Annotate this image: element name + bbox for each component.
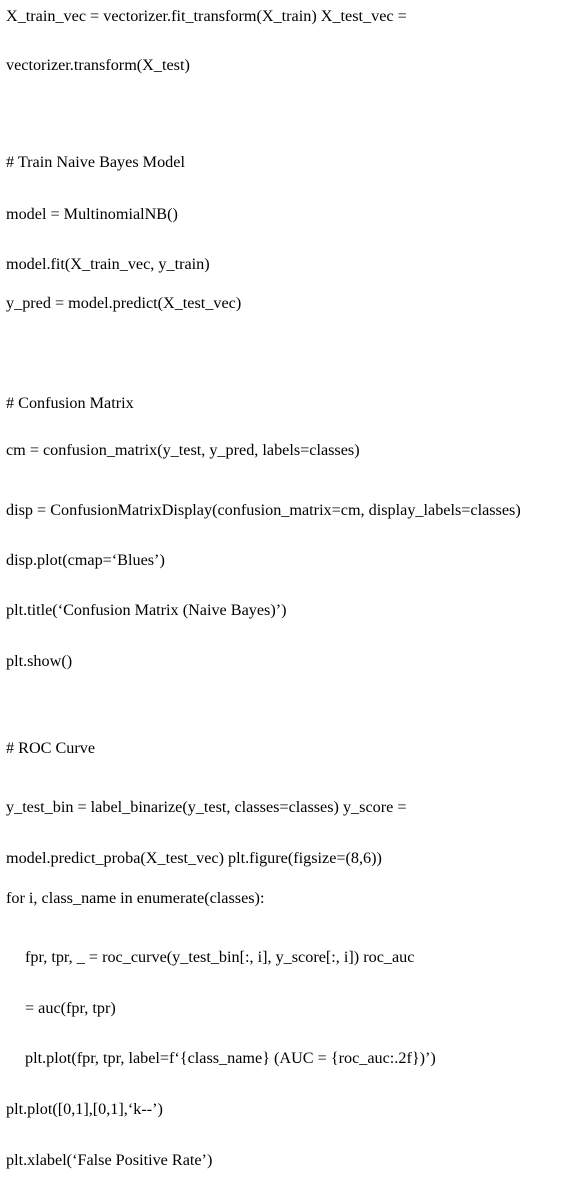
- code-line: cm = confusion_matrix(y_test, y_pred, labels=classes): [6, 441, 360, 459]
- code-line: disp = ConfusionMatrixDisplay(confusion_matrix=cm, display_labels=classes): [6, 501, 521, 519]
- code-line: plt.plot([0,1],[0,1],‘k--’): [6, 1100, 163, 1118]
- code-line-indented: plt.plot(fpr, tpr, label=f‘{class_name} (AUC = {roc_auc:.2f})’): [25, 1049, 436, 1067]
- code-line: plt.xlabel(‘False Positive Rate’): [6, 1151, 213, 1169]
- code-line: plt.show(): [6, 652, 73, 670]
- code-line: model.fit(X_train_vec, y_train): [6, 255, 210, 273]
- code-line-indented: = auc(fpr, tpr): [25, 999, 116, 1017]
- comment-line: # Train Naive Bayes Model: [6, 153, 185, 171]
- code-line: X_train_vec = vectorizer.fit_transform(X_train) X_test_vec =: [6, 7, 407, 25]
- comment-line: # ROC Curve: [6, 739, 96, 757]
- code-line: vectorizer.transform(X_test): [6, 56, 190, 74]
- code-line: model = MultinomialNB(): [6, 205, 178, 223]
- code-line: disp.plot(cmap=‘Blues’): [6, 551, 165, 569]
- code-line: plt.title(‘Confusion Matrix (Naive Bayes)’): [6, 601, 287, 619]
- code-line: model.predict_proba(X_test_vec) plt.figure(figsize=(8,6)): [6, 849, 382, 867]
- comment-line: # Confusion Matrix: [6, 394, 134, 412]
- code-line: y_test_bin = label_binarize(y_test, classes=classes) y_score =: [6, 798, 407, 816]
- code-line: for i, class_name in enumerate(classes):: [6, 889, 265, 907]
- code-line-indented: fpr, tpr, _ = roc_curve(y_test_bin[:, i], y_score[:, i]) roc_auc: [25, 948, 415, 966]
- code-line: y_pred = model.predict(X_test_vec): [6, 294, 242, 312]
